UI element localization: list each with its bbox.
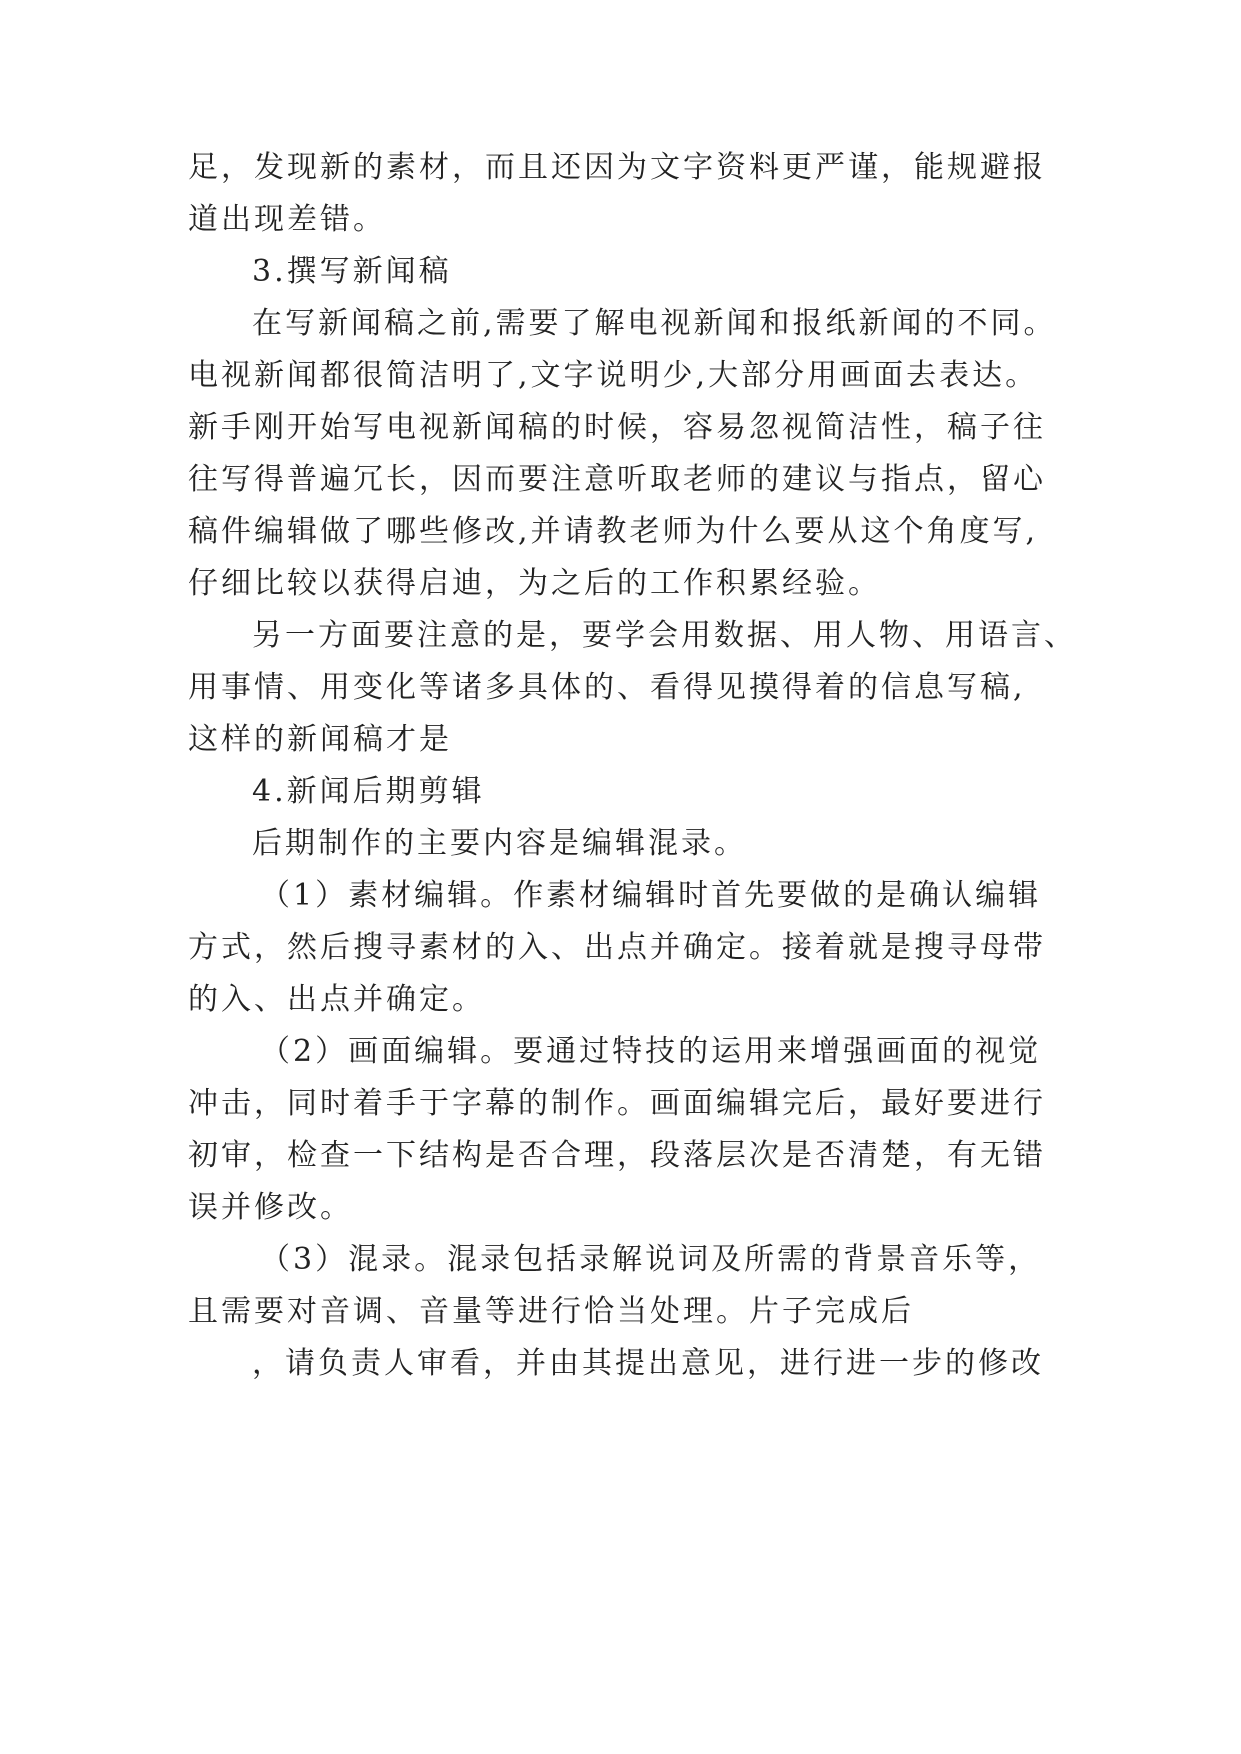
text-line: 误并修改。 xyxy=(188,1190,353,1225)
text-line: 且需要对音调、音量等进行恰当处理。片子完成后 xyxy=(188,1294,914,1329)
text-line: 方式，然后搜寻素材的入、出点并确定。接着就是搜寻母带 xyxy=(188,930,1046,965)
text-line: 足，发现新的素材，而且还因为文字资料更严谨，能规避报 xyxy=(188,150,1046,185)
text-line: 新手刚开始写电视新闻稿的时候，容易忽视简洁性，稿子往 xyxy=(188,410,1046,445)
text-line: 用事情、用变化等诸多具体的、看得见摸得着的信息写稿, xyxy=(188,670,1026,705)
section-heading: 3.撰写新闻稿 xyxy=(252,254,452,289)
text-line: ，请负责人审看，并由其提出意见，进行进一步的修改 xyxy=(252,1346,1044,1381)
text-line: 冲击，同时着手于字幕的制作。画面编辑完后，最好要进行 xyxy=(188,1086,1046,1121)
text-line: （3）混录。混录包括录解说词及所需的背景音乐等， xyxy=(260,1242,1042,1277)
text-line: 道出现差错。 xyxy=(188,202,386,237)
text-line: 另一方面要注意的是，要学会用数据、用人物、用语言、 xyxy=(252,618,1077,653)
text-line: 稿件编辑做了哪些修改,并请教老师为什么要从这个角度写, xyxy=(188,514,1039,549)
text-line: 初审，检查一下结构是否合理，段落层次是否清楚，有无错 xyxy=(188,1138,1046,1173)
text-line: 在写新闻稿之前,需要了解电视新闻和报纸新闻的不同。 xyxy=(252,306,1057,341)
section-heading: 4.新闻后期剪辑 xyxy=(252,774,485,809)
text-line: （1）素材编辑。作素材编辑时首先要做的是确认编辑 xyxy=(260,878,1042,913)
text-line: 的入、出点并确定。 xyxy=(188,982,485,1017)
text-line: 往写得普遍冗长，因而要注意听取老师的建议与指点，留心 xyxy=(188,462,1046,497)
text-line: 电视新闻都很简洁明了,文字说明少,大部分用画面去表达。 xyxy=(188,358,1039,393)
text-line: 仔细比较以获得启迪，为之后的工作积累经验。 xyxy=(188,566,881,601)
text-line: 后期制作的主要内容是编辑混录。 xyxy=(252,826,747,861)
text-line: （2）画面编辑。要通过特技的运用来增强画面的视觉 xyxy=(260,1034,1042,1069)
text-line: 这样的新闻稿才是 xyxy=(188,722,452,757)
